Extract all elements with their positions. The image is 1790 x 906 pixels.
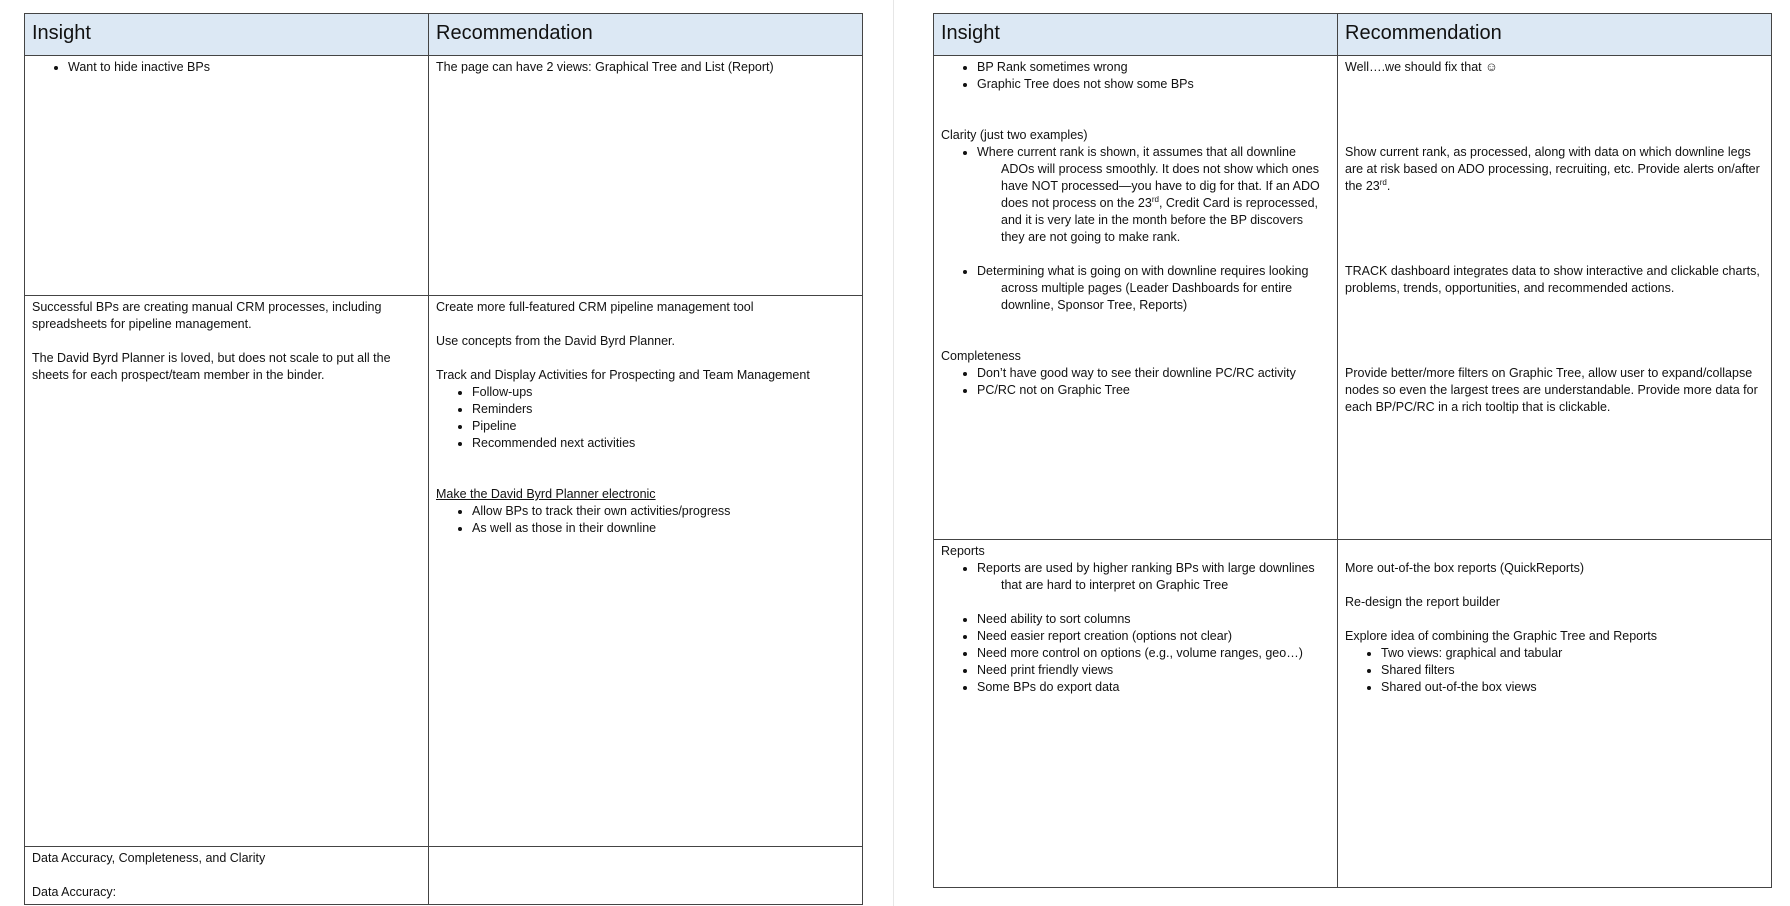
list-item: • PC/RC not on Graphic Tree [977, 382, 1330, 399]
recommendation-bullet-list [436, 384, 855, 452]
list-item: • Shared filters [1381, 662, 1764, 679]
recommendation-bullet-list [436, 503, 855, 537]
recommendation-text: Well….we should fix that ☺ [1345, 60, 1498, 74]
recommendation-text: Re-design the report builder [1345, 595, 1500, 609]
reports-bullet-list [941, 560, 1330, 594]
recommendation-text: Provide better/more filters on Graphic Tree, allow user to expand/collapse nodes so even the largest trees are understandable. Provide more data for each BP/PC/RC in a rich tooltip that is clickable. [1345, 366, 1758, 414]
reports-heading: Reports [941, 544, 985, 558]
completeness-bullet-list [941, 365, 1330, 399]
insight-cell [25, 56, 429, 296]
recommendation-cell [429, 56, 863, 296]
list-item: • Some BPs do export data [977, 679, 1330, 696]
recommendation-cell [1338, 56, 1772, 540]
insight-recommendation-table-right [933, 13, 1772, 888]
list-item: • Determining what is going on with downline requires looking across multiple pages (Leader Dashboards for entire downline, Sponsor Tree, Reports) [977, 263, 1330, 314]
recommendation-header: Recommendation [1338, 14, 1772, 56]
recommendation-cell [429, 296, 863, 847]
recommendation-text: TRACK dashboard integrates data to show interactive and clickable charts, problems, trends, opportunities, and recommended actions. [1345, 264, 1760, 295]
clarity-heading: Clarity (just two examples) [941, 128, 1088, 142]
list-item: • Pipeline [472, 418, 855, 435]
table-header-row [934, 14, 1772, 56]
insight-text: The David Byrd Planner is loved, but does not scale to put all the sheets for each prospect/team member in the binder. [32, 351, 391, 382]
recommendation-text: The page can have 2 views: Graphical Tree and List (Report) [436, 60, 774, 74]
recommendation-cell [1338, 540, 1772, 888]
list-item: • Reminders [472, 401, 855, 418]
list-item: • Follow-ups [472, 384, 855, 401]
list-item: • Need ability to sort columns [977, 611, 1330, 628]
recommendation-header: Recommendation [429, 14, 863, 56]
recommendation-text: Track and Display Activities for Prospecting and Team Management [436, 368, 810, 382]
completeness-heading: Completeness [941, 349, 1021, 363]
list-item: • Graphic Tree does not show some BPs [977, 76, 1330, 93]
insight-text: Data Accuracy, Completeness, and Clarity [32, 851, 266, 865]
insight-bullet-list [32, 59, 421, 76]
table-row [25, 56, 863, 296]
list-item: • Reports are used by higher ranking BPs with large downlines that are hard to interpret on Graphic Tree [977, 560, 1330, 594]
accuracy-bullet-list [941, 59, 1330, 93]
list-item: • Allow BPs to track their own activities/progress [472, 503, 855, 520]
insight-text: Successful BPs are creating manual CRM processes, including spreadsheets for pipeline management. [32, 300, 382, 331]
table-row [25, 847, 863, 905]
insight-header: Insight [934, 14, 1338, 56]
recommendation-text: Explore idea of combining the Graphic Tree and Reports [1345, 629, 1657, 643]
insight-text: Data Accuracy: [32, 885, 117, 899]
list-item: • As well as those in their downline [472, 520, 855, 537]
insight-header: Insight [25, 14, 429, 56]
recommendation-text: Use concepts from the David Byrd Planner. [436, 334, 676, 348]
list-item: • Need more control on options (e.g., volume ranges, geo…) [977, 645, 1330, 662]
document-page-left [0, 0, 890, 906]
recommendation-cell [429, 847, 863, 905]
list-item: • Shared out-of-the box views [1381, 679, 1764, 696]
table-row [934, 56, 1772, 540]
list-item: • Need print friendly views [977, 662, 1330, 679]
recommendation-text: Show current rank, as processed, along with data on which downline legs are at risk based on ADO processing, recruiting, etc. Provide alerts on/after the 23rd. [1345, 145, 1760, 193]
list-item: • Recommended next activities [472, 435, 855, 452]
insight-cell [934, 540, 1338, 888]
insight-cell [25, 847, 429, 905]
recommendation-bullet-list [1345, 645, 1764, 696]
recommendation-text: More out-of-the box reports (QuickReports) [1345, 561, 1584, 575]
reports-bullet-list [941, 611, 1330, 696]
recommendation-text: Create more full-featured CRM pipeline management tool [436, 300, 754, 314]
insight-cell [25, 296, 429, 847]
list-item: • Want to hide inactive BPs [68, 59, 421, 76]
table-header-row [25, 14, 863, 56]
list-item: • Don’t have good way to see their downline PC/RC activity [977, 365, 1330, 382]
insight-recommendation-table-left [24, 13, 863, 905]
page-divider [893, 0, 894, 906]
document-page-right [898, 0, 1790, 906]
list-item: • BP Rank sometimes wrong [977, 59, 1330, 76]
list-item: • Need easier report creation (options not clear) [977, 628, 1330, 645]
insight-cell [934, 56, 1338, 540]
clarity-bullet-list [941, 144, 1330, 246]
list-item: • Two views: graphical and tabular [1381, 645, 1764, 662]
recommendation-subheading: Make the David Byrd Planner electronic [436, 487, 656, 501]
clarity-bullet-list [941, 263, 1330, 314]
list-item: • Where current rank is shown, it assumes that all downline ADOs will process smoothly. It does not show which ones have NOT processed—you have to dig for that. If an ADO does not process on the 23rd, Credit Card is reprocessed, and it is very late in the month before the BP discovers they are not going to make rank. [977, 144, 1330, 246]
table-row [25, 296, 863, 847]
table-row [934, 540, 1772, 888]
